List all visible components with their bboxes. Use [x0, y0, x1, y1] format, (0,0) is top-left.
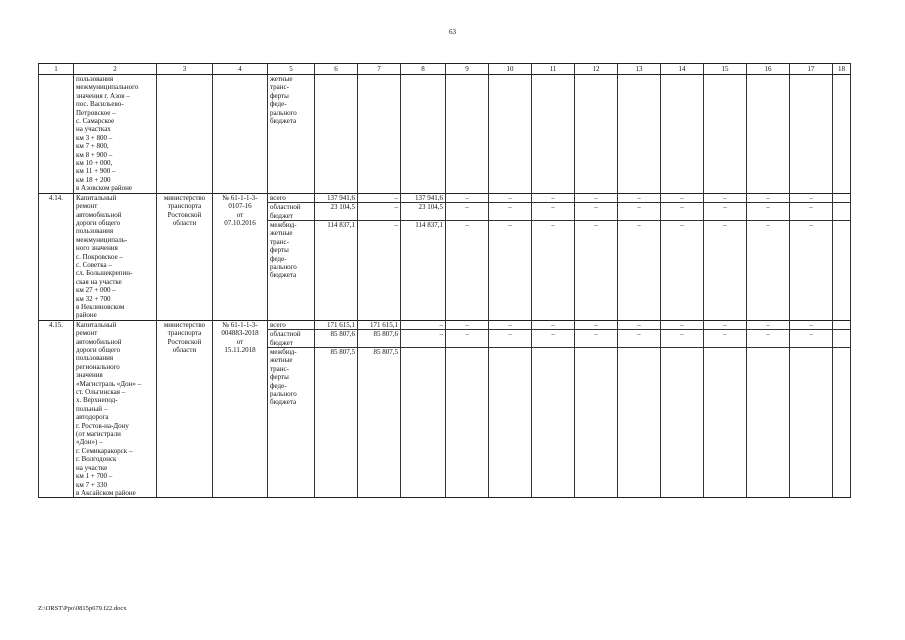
value: – — [575, 194, 617, 203]
table-row — [39, 193, 851, 320]
value — [706, 348, 744, 407]
value-cell — [790, 75, 833, 194]
value — [360, 75, 398, 125]
budget-table — [38, 63, 851, 498]
expertise-doc: № 61-1-1-3- 0107-16 от 07.10.2016 — [213, 193, 268, 320]
value: – — [704, 330, 746, 348]
funding-sources — [268, 75, 315, 194]
value: – — [446, 330, 488, 348]
value: – — [704, 321, 746, 330]
value: – — [661, 330, 703, 348]
responsible-org: министерство транспорта Ростовской области — [157, 193, 213, 320]
value: – — [747, 330, 789, 348]
value-cell — [315, 75, 358, 194]
value: – — [637, 220, 641, 229]
value: – — [446, 203, 488, 221]
value-cell — [618, 193, 661, 320]
funding-source: областной бюджет — [268, 203, 314, 221]
value-cell — [704, 320, 747, 498]
value — [833, 330, 850, 348]
value: – — [489, 203, 531, 221]
table-header-row — [39, 64, 851, 75]
funding-sources — [268, 193, 315, 320]
table-row — [39, 75, 851, 194]
value-cell — [575, 193, 618, 320]
value — [620, 75, 658, 125]
value: – — [594, 220, 598, 229]
funding-source: областной бюджет — [268, 330, 314, 348]
item-number: 4.15. — [39, 320, 74, 498]
funding-source: межбюд- жетные транс- ферты феде- рального бюджета — [270, 220, 297, 280]
value-cell — [401, 193, 446, 320]
value-cell — [704, 75, 747, 194]
value: – — [446, 194, 488, 203]
value: – — [747, 321, 789, 330]
value — [620, 348, 658, 407]
value-cell — [489, 75, 532, 194]
value: – — [790, 321, 832, 330]
column-header: 17 — [790, 64, 833, 75]
value: – — [358, 194, 400, 203]
value-cell — [618, 75, 661, 194]
value-cell — [575, 75, 618, 194]
value: – — [465, 220, 469, 229]
value-cell — [747, 320, 790, 498]
value: – — [661, 194, 703, 203]
value-cell — [661, 193, 704, 320]
value: – — [358, 203, 400, 221]
value-cell — [833, 193, 851, 320]
value: – — [489, 321, 531, 330]
value — [749, 348, 787, 407]
funding-sources — [268, 320, 315, 498]
value: – — [704, 194, 746, 203]
value: – — [446, 321, 488, 330]
value-cell — [704, 193, 747, 320]
value: 85 807,5 — [330, 347, 355, 356]
value: – — [618, 330, 660, 348]
value-cell — [532, 320, 575, 498]
value-cell — [446, 193, 489, 320]
item-number — [39, 75, 74, 194]
value: – — [790, 203, 832, 221]
value — [663, 348, 701, 407]
value-cell — [446, 320, 489, 498]
value-cell — [358, 75, 401, 194]
value-cell — [833, 75, 851, 194]
value: – — [680, 220, 684, 229]
value: – — [747, 194, 789, 203]
value — [835, 221, 848, 280]
responsible-org: министерство транспорта Ростовской области — [157, 320, 213, 498]
value: – — [508, 220, 512, 229]
value — [317, 75, 355, 125]
table-row — [39, 320, 851, 498]
value-cell — [315, 320, 358, 498]
value-cell — [401, 75, 446, 194]
column-header: 13 — [618, 64, 661, 75]
value-cell — [532, 75, 575, 194]
value-cell — [358, 193, 401, 320]
value: – — [704, 203, 746, 221]
expertise-doc: № 61-1-1-3- 004883-2018 от 15.11.2018 — [213, 320, 268, 498]
value: – — [723, 220, 727, 229]
value-cell — [489, 193, 532, 320]
funding-source: всего — [268, 321, 314, 330]
value-cell — [661, 320, 704, 498]
value — [448, 75, 486, 125]
value: – — [766, 220, 770, 229]
value-cell — [401, 320, 446, 498]
column-header: 10 — [489, 64, 532, 75]
value: 23 104,5 — [401, 203, 445, 221]
column-header: 5 — [268, 64, 315, 75]
column-header: 2 — [74, 64, 157, 75]
funding-source: межбюд- жетные транс- ферты феде- рального бюджета — [270, 348, 297, 407]
value: 85 807,5 — [373, 347, 398, 356]
value: – — [575, 203, 617, 221]
value: 171 615,1 — [358, 321, 400, 330]
value: – — [489, 194, 531, 203]
value: – — [575, 321, 617, 330]
column-header: 3 — [157, 64, 213, 75]
column-header: 11 — [532, 64, 575, 75]
value: – — [401, 321, 445, 330]
funding-source: жетные транс- ферты феде- рального бюджета — [270, 75, 297, 126]
value-cell — [575, 320, 618, 498]
value: 85 807,6 — [358, 330, 400, 348]
value — [403, 348, 443, 407]
value: – — [618, 321, 660, 330]
value: – — [790, 330, 832, 348]
value: – — [661, 321, 703, 330]
value: – — [618, 194, 660, 203]
value-cell — [747, 75, 790, 194]
value: 114 837,1 — [327, 220, 355, 229]
value: – — [489, 330, 531, 348]
value: 23 104,5 — [315, 203, 357, 221]
column-header: 4 — [213, 64, 268, 75]
value — [835, 75, 848, 125]
responsible-org — [157, 75, 213, 194]
value: – — [394, 220, 398, 229]
value — [577, 348, 615, 407]
value-cell — [790, 193, 833, 320]
column-header: 9 — [446, 64, 489, 75]
value — [491, 75, 529, 125]
value: 85 807,6 — [315, 330, 357, 348]
value-cell — [532, 193, 575, 320]
value — [833, 203, 850, 221]
column-header: 16 — [747, 64, 790, 75]
value — [577, 75, 615, 125]
value — [833, 194, 850, 203]
column-header: 14 — [661, 64, 704, 75]
item-name: Капитальный ремонт автомобильной дороги общего пользования регионального значения «Магистраль «Дон» – ст. Ольгинская – х. Верхнепод- польный – автодорога г. Ростов-на-Дону (от магистрали «Дон») – г. Семикаракорск – г. Волгодонск на участке км 1 + 700 – км 7 + 330 в Аксайском районе — [74, 320, 157, 498]
value — [491, 348, 529, 407]
value-cell — [489, 320, 532, 498]
value: – — [747, 203, 789, 221]
value — [792, 348, 830, 407]
value: – — [532, 330, 574, 348]
value — [833, 321, 850, 330]
value — [749, 75, 787, 125]
column-header: 12 — [575, 64, 618, 75]
value — [403, 75, 443, 125]
item-name: Капитальный ремонт автомобильной дороги общего пользования межмуниципаль- ного значения с. Покровское – с. Советка – сл. Большекрепин- ская на участке км 27 + 000 – км 32 + 700 в Неклиновском районе — [74, 193, 157, 320]
value: 137 941,6 — [401, 194, 445, 203]
value-cell — [358, 320, 401, 498]
column-header: 18 — [833, 64, 851, 75]
value: 114 837,1 — [415, 220, 443, 229]
value: – — [790, 194, 832, 203]
page-number: 63 — [449, 28, 456, 36]
value-cell — [790, 320, 833, 498]
value: – — [532, 203, 574, 221]
value — [663, 75, 701, 125]
expertise-doc — [213, 75, 268, 194]
column-header: 8 — [401, 64, 446, 75]
column-header: 7 — [358, 64, 401, 75]
value-cell — [747, 193, 790, 320]
value: – — [575, 330, 617, 348]
column-header: 1 — [39, 64, 74, 75]
value: 171 615,1 — [315, 321, 357, 330]
value: – — [661, 203, 703, 221]
value — [835, 348, 848, 407]
value-cell — [315, 193, 358, 320]
item-number: 4.14. — [39, 193, 74, 320]
value-cell — [661, 75, 704, 194]
column-header: 15 — [704, 64, 747, 75]
value — [534, 75, 572, 125]
value: – — [618, 203, 660, 221]
value — [706, 75, 744, 125]
value: – — [532, 194, 574, 203]
value: – — [551, 220, 555, 229]
value: – — [809, 220, 813, 229]
value — [448, 348, 486, 407]
value: – — [532, 321, 574, 330]
value: – — [401, 330, 445, 348]
value — [534, 348, 572, 407]
value-cell — [833, 320, 851, 498]
column-header: 6 — [315, 64, 358, 75]
item-name: пользования межмуниципального значения г. Азов – пос. Васильево- Петровское – с. Самарское на участках км 3 + 800 – км 7 + 800, км 8 + 900 – км 10 + 000, км 11 + 900 – км 18 + 200 в Азовском районе — [74, 75, 157, 194]
file-path-footer: Z:\ORST\Ppo\0815p679.f22.docx — [38, 605, 127, 612]
funding-source: всего — [268, 194, 314, 203]
value-cell — [446, 75, 489, 194]
value — [792, 75, 830, 125]
value: 137 941,6 — [315, 194, 357, 203]
value-cell — [618, 320, 661, 498]
